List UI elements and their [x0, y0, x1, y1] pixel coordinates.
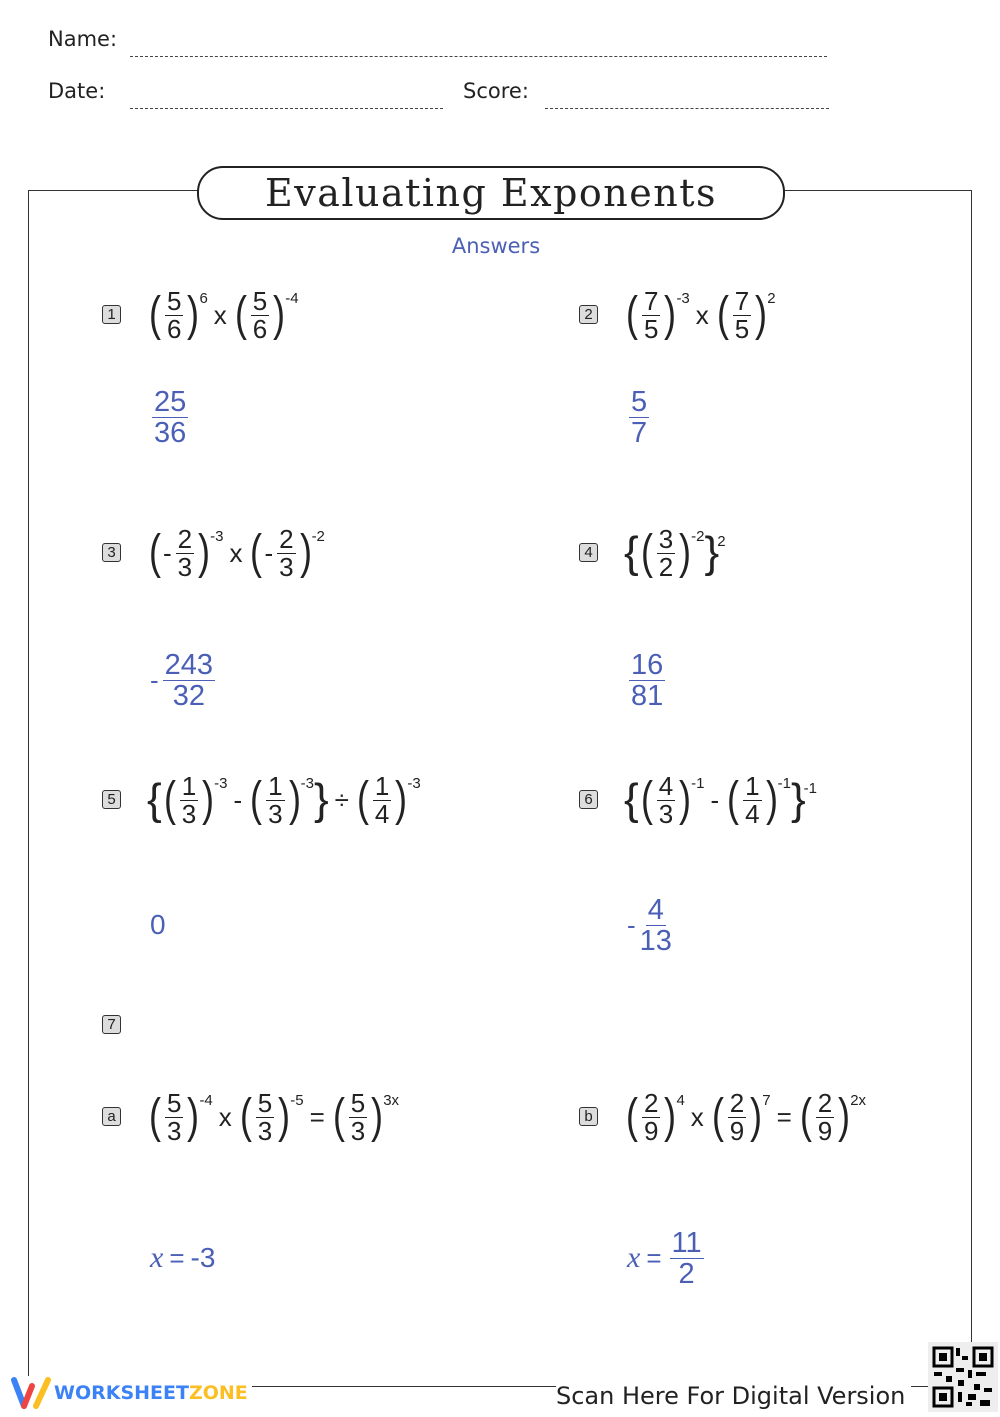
- fraction-term: [248, 770, 314, 829]
- fraction-term: [248, 523, 325, 582]
- fraction-term: [639, 523, 705, 582]
- denominator: 3: [268, 798, 283, 829]
- fraction-term: [150, 387, 190, 448]
- right-paren: ): [187, 1090, 200, 1143]
- numerator: 4: [658, 770, 674, 801]
- denominator: 3: [177, 551, 193, 582]
- numerator: 5: [257, 1087, 273, 1118]
- date-field[interactable]: [130, 108, 443, 109]
- brace-term: [704, 528, 726, 577]
- fraction-term: [331, 1087, 400, 1146]
- fraction: [640, 895, 672, 956]
- minus-sign: -: [162, 537, 172, 568]
- fraction: [163, 650, 215, 711]
- brace: {: [147, 775, 162, 824]
- worksheetzone-logo: [10, 1376, 252, 1410]
- brace: }: [313, 775, 329, 824]
- right-paren: ): [198, 526, 211, 579]
- brace-term: [147, 775, 162, 824]
- answer: [150, 387, 190, 447]
- right-paren: ): [299, 526, 312, 579]
- numerator: 25: [154, 385, 187, 418]
- score-label: Score:: [463, 79, 529, 103]
- problem-expression: [624, 770, 817, 830]
- problem-expression: [147, 523, 325, 583]
- denominator: 2: [678, 1257, 695, 1290]
- exponent: -1: [803, 780, 817, 797]
- denominator: 7: [631, 416, 648, 449]
- left-paren: (: [625, 288, 638, 341]
- fraction: [733, 285, 751, 344]
- fraction: [657, 523, 675, 582]
- fraction-term: [150, 650, 217, 711]
- fraction: [256, 1087, 274, 1146]
- fraction: [165, 285, 183, 344]
- variable: x: [627, 1241, 641, 1274]
- left-paren: (: [727, 773, 740, 826]
- date-label: Date:: [48, 79, 106, 103]
- brace: }: [790, 775, 806, 824]
- numerator: 2: [817, 1087, 833, 1118]
- numerator: 243: [164, 648, 214, 681]
- answer: [627, 387, 651, 447]
- fraction-term: [162, 770, 228, 829]
- fraction-term: [668, 1228, 706, 1289]
- exponent: -3: [407, 774, 421, 792]
- fraction-term: [238, 1087, 304, 1146]
- numerator: 5: [350, 1087, 366, 1118]
- exponent: -4: [199, 1091, 213, 1109]
- denominator: 3: [181, 798, 197, 829]
- left-paren: (: [234, 288, 247, 341]
- answer: [627, 1228, 706, 1288]
- numerator: 1: [181, 770, 197, 801]
- exponent: -5: [290, 1091, 304, 1109]
- exponent: -3: [214, 774, 228, 792]
- right-paren: ): [395, 773, 408, 826]
- right-paren: ): [679, 773, 692, 826]
- right-paren: ): [750, 1090, 763, 1143]
- fraction-term: [639, 770, 705, 829]
- problem-number-6: 6: [579, 790, 598, 809]
- fraction: [670, 1228, 704, 1289]
- denominator: 9: [817, 1115, 833, 1146]
- brand-text-worksheet: WORKSHEET: [54, 1382, 189, 1404]
- denominator: 36: [154, 416, 187, 449]
- exponent: 2: [767, 289, 776, 307]
- denominator: 3: [350, 1115, 366, 1146]
- denominator: 5: [643, 313, 659, 344]
- denominator: 3: [279, 551, 294, 582]
- denominator: 3: [658, 798, 674, 829]
- fraction-term: [624, 285, 690, 344]
- left-paren: (: [716, 288, 729, 341]
- part-label-a: a: [102, 1107, 121, 1126]
- denominator: 2: [658, 551, 674, 582]
- numerator: 11: [671, 1226, 702, 1259]
- operator: ÷: [334, 784, 349, 815]
- part-label-b: b: [579, 1107, 598, 1126]
- answer: [150, 895, 166, 955]
- operator: x: [690, 1101, 704, 1132]
- numerator: 2: [643, 1087, 659, 1118]
- fraction-term: [627, 387, 651, 448]
- denominator: 5: [734, 313, 750, 344]
- brace: {: [624, 528, 639, 577]
- fraction: [642, 1087, 660, 1146]
- brace-term: [624, 775, 639, 824]
- problem-number-3: 3: [102, 543, 121, 562]
- denominator: 4: [374, 798, 390, 829]
- operator: x: [695, 299, 709, 330]
- left-paren: (: [148, 288, 161, 341]
- answer: [150, 650, 217, 710]
- numerator: 5: [166, 1087, 182, 1118]
- right-paren: ): [371, 1090, 384, 1143]
- denominator: 9: [643, 1115, 659, 1146]
- left-paren: (: [640, 773, 653, 826]
- fraction: [266, 770, 284, 829]
- exponent: 6: [199, 289, 208, 307]
- qr-code-icon: [928, 1342, 998, 1412]
- right-paren: ): [288, 773, 301, 826]
- numerator: 2: [177, 523, 193, 554]
- fraction: [349, 1087, 367, 1146]
- numerator: 5: [631, 385, 648, 418]
- fraction: [277, 523, 295, 582]
- exponent: 7: [762, 1091, 771, 1109]
- page-title: Evaluating Exponents: [197, 166, 785, 220]
- denominator: 32: [172, 679, 205, 712]
- operator: x: [229, 537, 243, 568]
- left-paren: (: [640, 526, 653, 579]
- numerator: 7: [734, 285, 750, 316]
- brace-term: [624, 528, 639, 577]
- fraction: [251, 285, 269, 344]
- right-paren: ): [664, 1090, 677, 1143]
- exponent: -1: [777, 774, 791, 792]
- numerator: 16: [631, 648, 664, 681]
- left-paren: (: [148, 526, 161, 579]
- denominator: 81: [631, 679, 664, 712]
- operator: x: [213, 299, 227, 330]
- minus-sign: -: [264, 537, 274, 568]
- left-paren: (: [163, 773, 176, 826]
- fraction-term: [147, 285, 208, 344]
- numerator: 5: [252, 285, 268, 316]
- operator: =: [309, 1101, 325, 1132]
- problem-expression: [624, 523, 726, 583]
- left-paren: (: [148, 1090, 161, 1143]
- numerator: 1: [374, 770, 390, 801]
- right-paren: ): [755, 288, 768, 341]
- right-paren: ): [273, 288, 286, 341]
- variable: x: [150, 1241, 164, 1274]
- numerator: 1: [745, 770, 760, 801]
- exponent: 2: [717, 533, 726, 550]
- problem-expression: [624, 285, 776, 345]
- brace: {: [624, 775, 639, 824]
- fraction-term: [710, 1087, 771, 1146]
- left-paren: (: [799, 1090, 812, 1143]
- fraction-term: [624, 1087, 685, 1146]
- problem-expression: [147, 285, 299, 345]
- exponent: 4: [676, 1091, 685, 1109]
- problem-expression: [624, 1087, 866, 1147]
- right-paren: ): [187, 288, 200, 341]
- right-paren: ): [765, 773, 778, 826]
- numerator: 2: [279, 523, 294, 554]
- problem-number-4: 4: [579, 543, 598, 562]
- exponent: -2: [311, 527, 325, 545]
- fraction: [743, 770, 761, 829]
- numerator: 4: [647, 893, 664, 926]
- exponent: -3: [676, 289, 690, 307]
- exponent: 3x: [383, 1091, 400, 1109]
- left-paren: (: [711, 1090, 724, 1143]
- answers-heading: Answers: [451, 234, 541, 258]
- exponent: -3: [300, 774, 314, 792]
- numerator: 7: [643, 285, 659, 316]
- denominator: 9: [729, 1115, 745, 1146]
- fraction-term: [147, 1087, 213, 1146]
- problem-number-7: 7: [102, 1015, 121, 1034]
- exponent: 2x: [850, 1091, 867, 1109]
- fraction: [642, 285, 660, 344]
- fraction: [629, 387, 649, 448]
- right-paren: ): [664, 288, 677, 341]
- brand-text-zone: ZONE: [188, 1382, 248, 1404]
- left-paren: (: [332, 1090, 345, 1143]
- exponent: -1: [691, 774, 705, 792]
- numerator: 1: [268, 770, 283, 801]
- minus-sign: -: [150, 664, 159, 695]
- operator: -: [233, 784, 243, 815]
- denominator: 3: [166, 1115, 182, 1146]
- brace: }: [704, 528, 720, 577]
- fraction: [176, 523, 194, 582]
- fraction: [165, 1087, 183, 1146]
- operator: -: [710, 784, 720, 815]
- left-paren: (: [239, 1090, 252, 1143]
- fraction-term: [725, 770, 791, 829]
- problem-number-1: 1: [102, 305, 121, 324]
- fraction-term: [627, 650, 667, 711]
- fraction-term: [233, 285, 299, 344]
- denominator: 6: [252, 313, 268, 344]
- denominator: 13: [639, 924, 672, 957]
- operator: x: [218, 1101, 232, 1132]
- left-paren: (: [250, 773, 263, 826]
- fraction-term: [627, 895, 674, 956]
- fraction: [629, 650, 665, 711]
- answer-text: 0: [150, 909, 166, 940]
- right-paren: ): [202, 773, 215, 826]
- exponent: -2: [691, 527, 705, 545]
- minus-sign: -: [627, 909, 636, 940]
- answer: [150, 1228, 215, 1288]
- fraction: [816, 1087, 834, 1146]
- fraction: [728, 1087, 746, 1146]
- score-field[interactable]: [545, 108, 829, 109]
- fraction: [657, 770, 675, 829]
- exponent: -4: [285, 289, 299, 307]
- left-paren: (: [250, 526, 263, 579]
- problem-number-2: 2: [579, 305, 598, 324]
- fraction: [152, 387, 188, 448]
- fraction-term: [147, 523, 224, 582]
- operator: =: [776, 1101, 792, 1132]
- denominator: 4: [745, 798, 760, 829]
- left-paren: (: [625, 1090, 638, 1143]
- numerator: 3: [658, 523, 674, 554]
- fraction: [180, 770, 198, 829]
- exponent: -3: [210, 527, 224, 545]
- logo-w-icon: [10, 1376, 54, 1410]
- fraction-term: [715, 285, 776, 344]
- problem-number-5: 5: [102, 790, 121, 809]
- operator: =: [169, 1242, 185, 1273]
- denominator: 6: [166, 313, 182, 344]
- right-paren: ): [679, 526, 692, 579]
- brace-term: [790, 775, 817, 824]
- answer: [627, 895, 674, 955]
- qr-code[interactable]: [928, 1342, 998, 1412]
- right-paren: ): [278, 1090, 291, 1143]
- brace-term: [313, 775, 329, 824]
- answer: [627, 650, 667, 710]
- left-paren: (: [356, 773, 369, 826]
- scan-caption: Scan Here For Digital Version: [556, 1382, 911, 1410]
- operator: =: [646, 1242, 662, 1273]
- answer-text: -3: [190, 1242, 216, 1273]
- name-label: Name:: [48, 27, 118, 51]
- right-paren: ): [838, 1090, 851, 1143]
- fraction-term: [355, 770, 421, 829]
- numerator: 2: [729, 1087, 745, 1118]
- problem-expression: [147, 770, 421, 830]
- problem-expression: [147, 1087, 399, 1147]
- denominator: 3: [257, 1115, 273, 1146]
- fraction-term: [798, 1087, 867, 1146]
- numerator: 5: [166, 285, 182, 316]
- name-field[interactable]: [130, 56, 827, 57]
- fraction: [373, 770, 391, 829]
